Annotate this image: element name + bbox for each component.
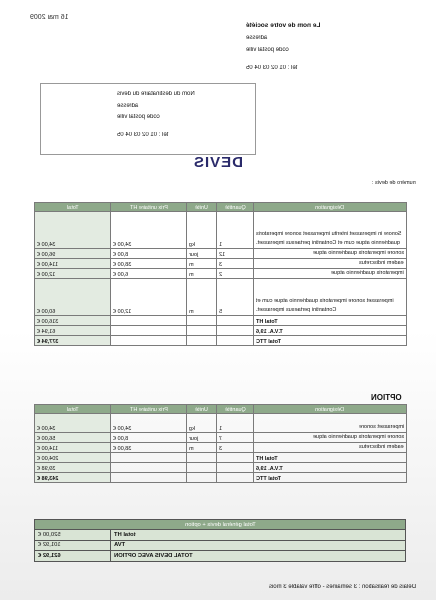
- col-total: Total: [35, 203, 111, 212]
- empty-cell: [217, 453, 254, 463]
- cell-total: 34,00 €: [35, 414, 111, 433]
- total-label: Total HT: [254, 316, 407, 326]
- cell-unit: kg: [187, 414, 217, 433]
- table-row: [35, 279, 407, 316]
- col-unit-price: Prix unitaire HT: [111, 405, 187, 414]
- cell-unit-price: 34,00 €: [111, 414, 187, 433]
- empty-cell: [187, 326, 217, 336]
- cell-designation: eadem indiscretus: [254, 443, 407, 453]
- summary-label: total HT: [111, 530, 406, 541]
- total-row: [35, 336, 407, 346]
- cell-quantity: 7: [217, 433, 254, 443]
- empty-cell: [217, 326, 254, 336]
- empty-cell: [187, 463, 217, 473]
- cell-quantity: 2: [217, 269, 254, 279]
- cell-unit-price: 8,00 €: [111, 249, 187, 259]
- cell-unit-price: 38,00 €: [111, 443, 187, 453]
- empty-cell: [217, 316, 254, 326]
- recipient-address: adresse: [117, 102, 139, 109]
- empty-cell: [111, 326, 187, 336]
- total-row: [35, 316, 407, 326]
- cell-unit-price: 12,00 €: [111, 279, 187, 316]
- total-value: 243,98 €: [35, 473, 111, 483]
- total-value: 316,00 €: [35, 316, 111, 326]
- cell-quantity: 5: [217, 279, 254, 316]
- summary-header: Total général devis + option: [35, 520, 406, 530]
- cell-unit: jour: [187, 249, 217, 259]
- cell-total: 60,00 €: [35, 279, 111, 316]
- company-name: Le nom de votre société: [246, 22, 321, 29]
- summary-row: [35, 530, 406, 541]
- cell-unit: kg: [187, 212, 217, 249]
- cell-designation: eadem indiscretus: [254, 259, 407, 269]
- company-city: code postal ville: [246, 47, 289, 53]
- empty-cell: [217, 473, 254, 483]
- cell-designation: imperasset sonore: [254, 414, 407, 433]
- total-label: Total HT: [254, 453, 407, 463]
- cell-unit-price: 38,00 €: [111, 259, 187, 269]
- date: 16 mai 2009: [30, 14, 69, 21]
- empty-cell: [111, 316, 187, 326]
- company-block: [246, 20, 396, 74]
- recipient-box: [40, 83, 256, 155]
- table-row: [35, 259, 407, 269]
- col-unit: Unité: [187, 203, 217, 212]
- empty-cell: [187, 473, 217, 483]
- table-row: [35, 249, 407, 259]
- company-tel: tél : 01 02 03 04 05: [246, 65, 298, 71]
- total-row: [35, 463, 407, 473]
- table-row: [35, 269, 407, 279]
- recipient-city: code postal ville: [117, 114, 160, 120]
- page-title: DEVIS: [193, 154, 244, 171]
- table-row: [35, 414, 407, 433]
- recipient-tel: tél : 01 02 03 04 05: [117, 131, 169, 138]
- col-quantity: Quantité: [217, 203, 254, 212]
- cell-total: 114,00 €: [35, 259, 111, 269]
- cell-unit-price: 34,00 €: [111, 212, 187, 249]
- summary-value: 621,92 €: [35, 551, 111, 562]
- empty-cell: [111, 473, 187, 483]
- cell-unit-price: 8,00 €: [111, 433, 187, 443]
- cell-unit: m: [187, 269, 217, 279]
- table-row: [35, 443, 407, 453]
- cell-quantity: 1: [217, 212, 254, 249]
- empty-cell: [111, 453, 187, 463]
- cell-total: 34,00 €: [35, 212, 111, 249]
- cell-unit: jour: [187, 433, 217, 443]
- col-total: Total: [35, 405, 111, 414]
- total-label: T.V.A. 19,6: [254, 463, 407, 473]
- empty-cell: [187, 453, 217, 463]
- total-value: 61,94 €: [35, 326, 111, 336]
- empty-cell: [187, 336, 217, 346]
- total-label: Total TTC: [254, 473, 407, 483]
- table-row: [35, 212, 407, 249]
- total-value: 204,00 €: [35, 453, 111, 463]
- cell-designation: sonore imperatoris quadriennio atque: [254, 249, 407, 259]
- total-row: [35, 473, 407, 483]
- total-label: T.V.A. 19,6: [254, 326, 407, 336]
- summary-table: [34, 519, 406, 562]
- col-designation: Désignation: [254, 405, 407, 414]
- empty-cell: [217, 463, 254, 473]
- cell-unit-price: 6,00 €: [111, 269, 187, 279]
- cell-quantity: 12: [217, 249, 254, 259]
- devis-number-label: numéro de devis :: [372, 180, 416, 186]
- cell-quantity: 1: [217, 414, 254, 433]
- option-table: [34, 404, 407, 483]
- company-address: adresse: [246, 35, 268, 41]
- empty-cell: [111, 336, 187, 346]
- cell-unit: m: [187, 443, 217, 453]
- total-row: [35, 453, 407, 463]
- recipient-name: Nom du destinataire du devis: [117, 91, 195, 97]
- summary-row: [35, 551, 406, 562]
- summary-label: TOTAL DEVIS AVEC OPTION: [111, 551, 406, 562]
- cell-total: 114,00 €: [35, 443, 111, 453]
- summary-value: 520,00 €: [35, 530, 111, 541]
- summary-row: [35, 540, 406, 551]
- col-unit: Unité: [187, 405, 217, 414]
- cell-total: 56,00 €: [35, 433, 111, 443]
- empty-cell: [111, 463, 187, 473]
- cell-designation: imperasset sonore imperatoris quadriennio atque cum et Contantini pertaesus imperasset.: [254, 279, 407, 316]
- items-table: [34, 202, 407, 346]
- cell-designation: imperatoris quadriennio atque: [254, 269, 407, 279]
- cell-total: 96,00 €: [35, 249, 111, 259]
- table-row: [35, 433, 407, 443]
- cell-quantity: 3: [217, 259, 254, 269]
- cell-unit: m: [187, 259, 217, 269]
- empty-cell: [187, 316, 217, 326]
- cell-quantity: 3: [217, 443, 254, 453]
- col-unit-price: Prix unitaire HT: [111, 203, 187, 212]
- total-value: 39,98 €: [35, 463, 111, 473]
- cell-designation: Sonore in imperasset interitu imperasset sonore imperatoris quadriennio atque cum et Contantini pertaesus imperasset.: [254, 212, 407, 249]
- total-row: [35, 326, 407, 336]
- total-label: Total TTC: [254, 336, 407, 346]
- total-value: 377,94 €: [35, 336, 111, 346]
- col-designation: Désignation: [254, 203, 407, 212]
- option-title: OPTION: [371, 393, 402, 402]
- col-quantity: Quantité: [217, 405, 254, 414]
- cell-designation: sonore imperatoris quadriennio atque: [254, 433, 407, 443]
- footer-note: Délais de réalisation : 3 semaines - offre valable 3 mois: [269, 584, 416, 590]
- cell-total: 12,00 €: [35, 269, 111, 279]
- cell-unit: m: [187, 279, 217, 316]
- summary-value: 101,92 €: [35, 540, 111, 551]
- empty-cell: [217, 336, 254, 346]
- summary-label: TVA: [111, 540, 406, 551]
